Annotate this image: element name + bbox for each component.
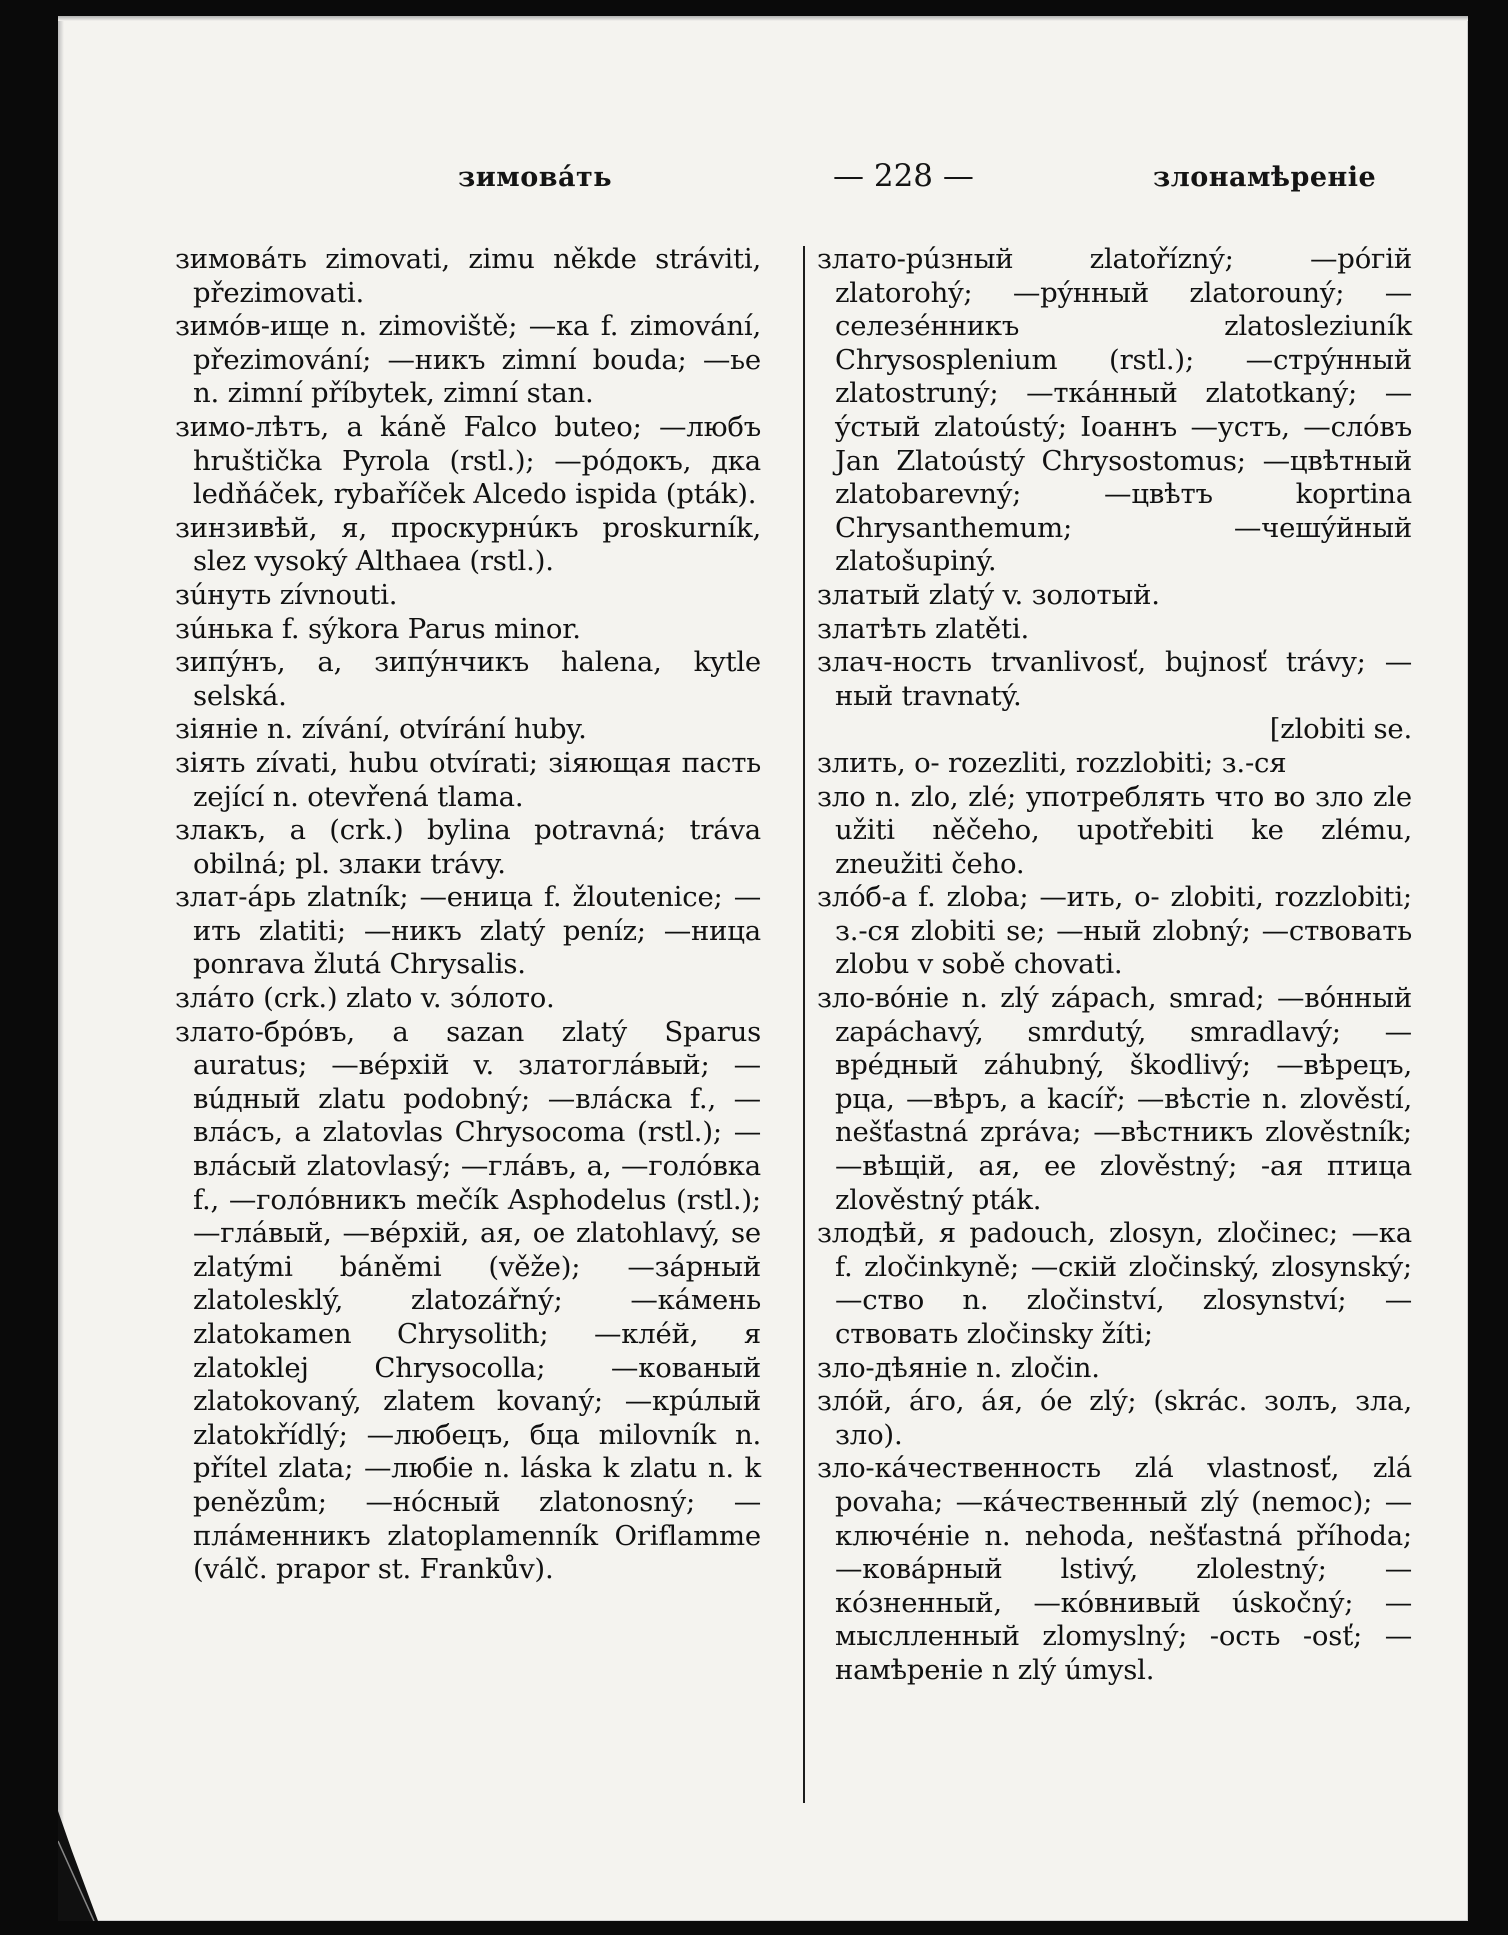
dictionary-entry: злóй, áго, áя, óе zlý; (skrác. золъ, зла, зло). [817,1385,1412,1451]
dictionary-entry: злато-брóвъ, а sazan zlatý Sparus auratus; —вéрхій v. златоглáвый; —вúдный zlatu podobný; —влáска f., —влáсъ, а zlatovlas Chrysocoma (rstl.); —влáсый zlatovlasý; —глáвъ, а, —голóвка f., —голóвникъ mečík Asphodelus (rstl.); —глáвый, —вéрхій, ая, ое zlatohlavý, se zlatými báněmi (věže); —зáрный zlatolesklý, zlatozářný; —кáмень zlatokamen Chrysolith; —клéй, я zlatoklej Chrysocolla; —кованый zlatokovaný, zlatem kovaný; —крúлый zlatokřídlý; —любецъ, бца milovník n. přítel zlata; —любіе n. láska k zlatu n. k penězům; —нóсный zlatonosný; —плáменникъ zlatoplamenník Oriflamme (válč. prapor st. Frankův). [175,1015,761,1586]
left-column [175,243,761,1587]
dictionary-entry: зимовáть zimovati, zimu někde stráviti, přezimovati. [175,243,761,309]
dictionary-entry: зимóв-ище n. zimoviště; —ка f. zimování, přezimování; —никъ zimní bouda; —ье n. zimní příbytek, zimní stan. [175,310,761,410]
dictionary-entry: зіяніе n. zívání, otvírání huby. [175,713,587,746]
dictionary-entry: златѣть zlatěti. [817,612,1029,645]
page-header [168,158,1377,202]
book-page [58,16,1468,1921]
dictionary-entry: зло-дѣяніе n. zločin. [817,1351,1100,1384]
dictionary-entry: зло-кáчественность zlá vlastnosť, zlá povaha; —кáчественный zlý (nemoc); —ключéніе n. nehoda, nešťastná příhoda; —ковáрный lstivý, zlolestný; —кóзненный, —кóвнивый úskočný; —мыслленный zlomyslný; -ость -osť; —намѣреніе n zlý úmysl. [817,1452,1412,1686]
dictionary-entry: [zlobiti se. [1269,713,1412,746]
column-divider [803,246,805,1803]
page-corner-fold-icon [58,1811,138,1921]
dictionary-entry: зúнька f. sýkora Parus minor. [175,612,581,645]
dictionary-entry: зúнуть zívnouti. [175,578,398,611]
dictionary-entry: зимо-лѣтъ, а káně Falco buteo; —любъ hruštička Pyrola (rstl.); —рóдокъ, дка ledňáček, rybaříček Alcedo ispida (pták). [175,410,761,511]
header-right-guideword: злонамѣреніе [1153,162,1377,193]
right-column [817,243,1412,1688]
dictionary-entry: злáто (crk.) zlato v. зóлото. [175,982,555,1015]
page-number: — 228 — [833,158,974,194]
dictionary-entry: зло-вóніе n. zlý zápach, smrad; —вóнный zapáchavý, smrdutý, smradlavý; —врéдный záhubný, škodlivý; —вѣрецъ, рца, —вѣръ, а kacíř; —вѣстіе n. zlověstí, nešťastná zpráva; —вѣстникъ zlověstník; —вѣщій, ая, ее zlověstný; -ая птица zlověstný pták. [817,982,1412,1216]
dictionary-entry: зіять zívati, hubu otvírati; зіяющая пасть zející n. otevřená tlama. [175,746,761,813]
dictionary-entry: зло n. zlo, zlé; употреблять что во зло zle užiti něčeho, upotřebiti ke zlému, zneužiti čeho. [817,780,1412,880]
dictionary-entry: злить, о- rozezliti, rozzlobiti; з.-ся [817,746,1287,779]
dictionary-entry: зинзивѣй, я, проскурнúкъ proskurník, slez vysoký Althaea (rstl.). [175,511,761,578]
dictionary-entry: злóб-а f. zloba; —ить, о- zlobiti, rozzlobiti; з.-ся zlobiti se; —ный zlobný; —ствовать zlobu v sobě chovati. [817,881,1412,981]
dictionary-entry: злат-áрь zlatník; —еница f. žloutenice; —ить zlatiti; —никъ zlatý peníz; —ница ponrava žlutá Chrysalis. [175,881,761,981]
dictionary-entry: злодѣй, я padouch, zlosyn, zločinec; —ка f. zločinkyně; —скій zločinský, zlosynský; —ство n. zločinství, zlosynství; —ствовать zločinsky žíti; [817,1217,1412,1350]
dictionary-entry: злакъ, а (crk.) bylina potravná; tráva obilná; pl. злаки trávy. [175,814,761,880]
dictionary-entry: златый zlatý v. золотый. [817,578,1160,611]
header-left-guideword: зимовáть [458,162,613,193]
dictionary-entry: злато-рúзный zlatořízný; —рóгій zlatorohý; —рýнный zlatorouný; —селезéнникъ zlatosleziuník Chrysosplenium (rstl.); —стрýнный zlatostruný; —ткáнный zlatotkaný; —ýстый zlatoústý; Іоаннъ —устъ, —слóвъ Jan Zlatoústý Chrysostomus; —цвѣтный zlatobarevný; —цвѣтъ koprtina Chrysanthemum; —чешýйный zlatošupiný. [817,243,1412,578]
dictionary-entry: злач-ность trvanlivosť, bujnosť trávy; —ный travnatý. [817,646,1412,712]
dictionary-entry: зипýнъ, а, зипýнчикъ halena, kytle selská. [175,646,761,712]
